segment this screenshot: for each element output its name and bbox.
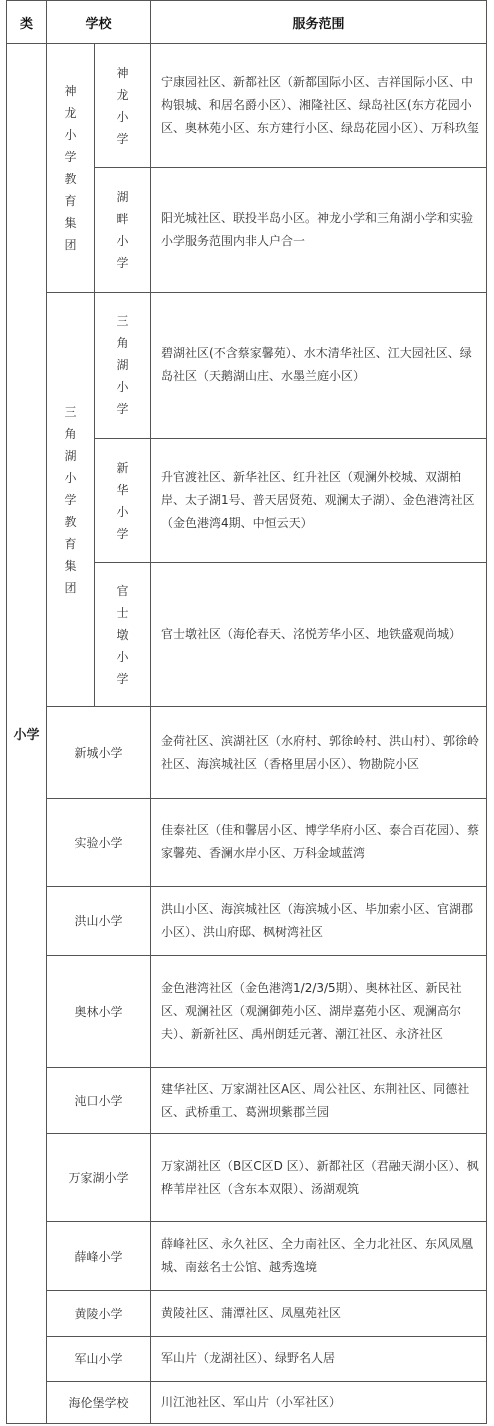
table-row: [7, 292, 487, 438]
table-row: [7, 1381, 487, 1423]
table-row: [7, 1222, 487, 1290]
service-range: 佳泰社区（佳和馨居小区、博学华府小区、泰合百花园）、蔡家馨苑、香澜水岸小区、万科金域蓝湾: [151, 798, 487, 886]
service-range: 宁康园社区、新都社区（新都国际小区、吉祥国际小区、中构银城、和居名爵小区）、湘隆社区、绿岛社区(东方花园小区、奥林苑小区、东方建行小区、绿岛花园小区）、万科玖玺: [151, 44, 487, 168]
service-range: 薛峰社区、永久社区、全力南社区、全力北社区、东风凤凰城、南兹名士公馆、越秀逸境: [151, 1222, 487, 1290]
campus-name: 新华小学: [95, 438, 151, 562]
table-row: [7, 1290, 487, 1336]
campus-name: 神龙小学: [95, 44, 151, 168]
service-range: 军山片（龙湖社区）、绿野名人居: [151, 1336, 487, 1381]
table-row: [7, 955, 487, 1067]
group-name-shenlong: 神龙小学教育集团: [47, 44, 95, 293]
table-row: [7, 1068, 487, 1134]
school-name: 奥林小学: [47, 955, 151, 1067]
table-row: [7, 1336, 487, 1381]
header-school: 学校: [47, 1, 151, 44]
header-row: [7, 1, 487, 44]
school-name: 新城小学: [47, 707, 151, 798]
header-category: 类: [7, 1, 47, 44]
table-row: [7, 798, 487, 886]
table-row: [7, 707, 487, 798]
service-range: 洪山小区、海滨城社区（海滨城小区、毕加索小区、官湖郡小区）、洪山府邸、枫树湾社区: [151, 886, 487, 955]
school-service-table: [6, 0, 487, 1424]
table-row: [7, 44, 487, 168]
school-name: 薛峰小学: [47, 1222, 151, 1290]
campus-name: 三角湖小学: [95, 292, 151, 438]
table-row: [7, 886, 487, 955]
campus-name: 官士墩小学: [95, 563, 151, 707]
school-name: 实验小学: [47, 798, 151, 886]
school-name: 军山小学: [47, 1336, 151, 1381]
school-name: 海伦堡学校: [47, 1381, 151, 1423]
service-range: 黄陵社区、蒲潭社区、凤凰苑社区: [151, 1290, 487, 1336]
service-range: 碧湖社区(不含蔡家馨苑）、水木清华社区、江大园社区、绿岛社区（天鹅湖山庄、水墨兰庭小区）: [151, 292, 487, 438]
service-range: 金色港湾社区（金色港湾1/2/3/5期）、奥林社区、新民社区、观澜社区（观澜御苑小区、湖岸嘉苑小区、观澜高尔夫）、新新社区、禹州朗廷元著、潮江社区、永济社区: [151, 955, 487, 1067]
service-range: 万家湖社区（B区C区D 区）、新都社区（君融天湖小区）、枫桦苇岸社区（含东本双限）、汤湖观筑: [151, 1134, 487, 1222]
table-row: [7, 1134, 487, 1222]
header-range: 服务范围: [151, 1, 487, 44]
campus-name: 湖畔小学: [95, 168, 151, 292]
service-range: 川江池社区、军山片（小军社区）: [151, 1381, 487, 1423]
service-range: 建华社区、万家湖社区A区、周公社区、东荆社区、同德社区、武桥重工、葛洲坝紫郡兰园: [151, 1068, 487, 1134]
school-name: 沌口小学: [47, 1068, 151, 1134]
group-name-sanjiaohu: 三角湖小学教育集团: [47, 292, 95, 707]
school-name: 万家湖小学: [47, 1134, 151, 1222]
service-range: 金荷社区、滨湖社区（水府村、郭徐岭村、洪山村）、郭徐岭社区、海滨城社区（香格里居小区）、物勘院小区: [151, 707, 487, 798]
school-name: 黄陵小学: [47, 1290, 151, 1336]
category-cell: 小学: [7, 44, 47, 1424]
school-name: 洪山小学: [47, 886, 151, 955]
service-range: 升官渡社区、新华社区、红升社区（观澜外校城、双湖柏岸、太子湖1号、普天居贤苑、观澜太子湖）、金色港湾社区（金色港湾4期、中恒云天）: [151, 438, 487, 562]
service-range: 官士墩社区（海伦春天、洺悦芳华小区、地铁盛观尚城）: [151, 563, 487, 707]
service-range: 阳光城社区、联投半岛小区。神龙小学和三角湖小学和实验小学服务范围内非人户合一: [151, 168, 487, 292]
